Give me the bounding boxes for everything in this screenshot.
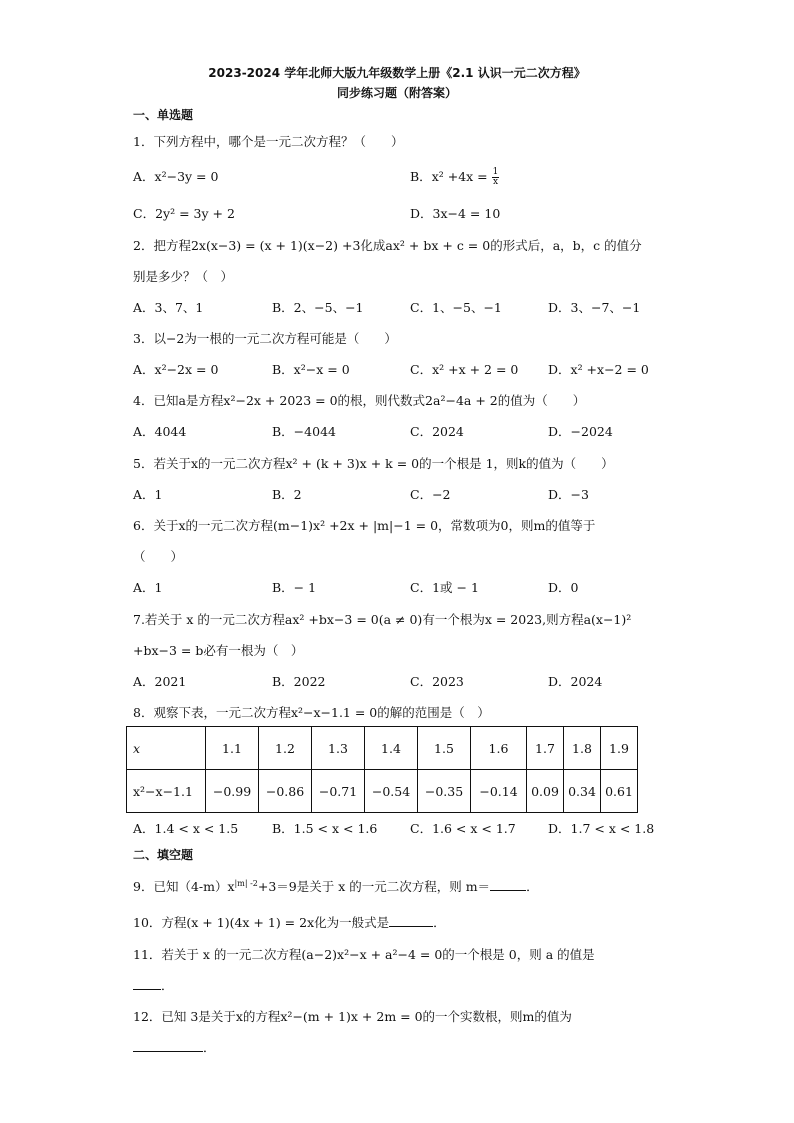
q8-option-b: B．1.5 < x < 1.6: [272, 821, 378, 836]
q3-option-a: A．x²−2x = 0: [133, 362, 219, 377]
q5-option-a: A．1: [133, 487, 163, 502]
q9-exponent: |m| -2: [234, 878, 258, 888]
table-cell: 1.9: [601, 727, 638, 770]
table-cell-row-label: x: [127, 727, 206, 770]
question-1-stem: 1．下列方程中，哪个是一元二次方程？（ ）: [133, 134, 404, 149]
q2-option-d: D．3、−7、−1: [548, 300, 641, 315]
table-cell: 0.34: [564, 770, 601, 813]
q1-option-b-label: B．: [410, 169, 432, 184]
q10-text-b: ．: [433, 915, 446, 930]
answer-blank-10[interactable]: [389, 914, 433, 927]
table-cell: 1.4: [365, 727, 418, 770]
table-cell: 1.5: [418, 727, 471, 770]
q3-option-d: D．x² +x−2 = 0: [548, 362, 649, 377]
fraction-numerator: 1: [492, 167, 499, 177]
fraction-denominator: x: [492, 177, 499, 187]
q3-option-c: C．x² +x + 2 = 0: [410, 362, 519, 377]
question-3-stem: 3．以−2为一根的一元二次方程可能是（ ）: [133, 331, 397, 346]
q1-option-b-fraction: [492, 168, 500, 187]
table-cell: 1.6: [471, 727, 527, 770]
section-heading-fill-in: 二、填空题: [133, 848, 194, 862]
q1-option-b: [410, 167, 499, 187]
q1-option-d-label: D．: [410, 206, 433, 221]
question-6-stem-line-2: （ ）: [133, 549, 184, 564]
q4-option-d: D．−2024: [548, 424, 613, 439]
q8-option-d: D．1.7 < x < 1.8: [548, 821, 655, 836]
q9-text-a: 9．已知（4-m）x: [133, 879, 235, 894]
q1-option-a-text: x²−3y = 0: [154, 169, 219, 184]
question-9-stem: [133, 877, 539, 895]
q1-option-c: [133, 204, 235, 222]
question-11-stem-line-2: [133, 976, 174, 994]
table-cell: −0.86: [259, 770, 312, 813]
table-cell: −0.71: [312, 770, 365, 813]
table-cell: 1.7: [527, 727, 564, 770]
q8-option-a: A．1.4 < x < 1.5: [133, 821, 239, 836]
q7-option-d: D．2024: [548, 674, 603, 689]
q1-option-d: [410, 204, 500, 222]
q9-text-c: ．: [526, 879, 539, 894]
table-cell: −0.35: [418, 770, 471, 813]
q5-option-d: D．−3: [548, 487, 589, 502]
q4-option-a: A．4044: [133, 424, 187, 439]
table-cell-row-label: x²−x−1.1: [127, 770, 206, 813]
q4-option-c: C．2024: [410, 424, 464, 439]
question-4-stem: 4．已知a是方程x²−2x + 2023 = 0的根，则代数式2a²−4a + 2的值为（ ）: [133, 393, 586, 408]
table-cell: −0.99: [206, 770, 259, 813]
question-8-stem: 8．观察下表，一元二次方程x²−x−1.1 = 0的解的范围是（ ）: [133, 705, 490, 720]
answer-blank-12[interactable]: [133, 1039, 203, 1052]
table-cell: 1.1: [206, 727, 259, 770]
q8-option-c: C．1.6 < x < 1.7: [410, 821, 516, 836]
q5-option-c: C．−2: [410, 487, 451, 502]
q7-option-a: A．2021: [133, 674, 187, 689]
table-cell: 1.3: [312, 727, 365, 770]
question-5-stem: 5．若关于x的一元二次方程x² + (k + 3)x + k = 0的一个根是 1，则k的值为（ ）: [133, 456, 614, 471]
table-cell: −0.54: [365, 770, 418, 813]
q6-option-a: A．1: [133, 580, 163, 595]
table-cell: 0.09: [527, 770, 564, 813]
section-heading-single-choice: 一、单选题: [133, 108, 194, 122]
q5-option-b: B．2: [272, 487, 302, 502]
q9-text-b: +3＝9是关于 x 的一元二次方程，则 m＝: [257, 879, 491, 894]
table-cell: 0.61: [601, 770, 638, 813]
q12-text-end: ．: [203, 1040, 216, 1055]
question-7-stem-line-2: +bx−3 = b必有一根为（ ）: [133, 643, 304, 658]
question-2-stem-line-1: 2．把方程2x(x−3) = (x + 1)(x−2) +3化成ax² + bx + c = 0的形式后，a，b，c 的值分: [133, 238, 642, 253]
title-line-1: 2023-2024 学年北师大版九年级数学上册《2.1 认识一元二次方程》: [208, 66, 586, 80]
answer-blank-11[interactable]: [133, 977, 161, 990]
q7-option-b: B．2022: [272, 674, 326, 689]
table-row: [127, 770, 638, 813]
answer-blank-9[interactable]: [490, 878, 526, 891]
question-2-stem-line-2: 别是多少？（ ）: [133, 269, 234, 284]
question-10-stem: [133, 913, 446, 931]
q1-option-c-text: 2y² = 3y + 2: [155, 206, 235, 221]
question-7-stem-line-1: 7.若关于 x 的一元二次方程ax² +bx−3 = 0(a ≠ 0)有一个根为x = 2023,则方程a(x−1)²: [133, 612, 632, 627]
q1-option-a-label: A．: [133, 169, 155, 184]
table-cell: 1.8: [564, 727, 601, 770]
q2-option-c: C．1、−5、−1: [410, 300, 502, 315]
q2-option-b: B．2、−5、−1: [272, 300, 364, 315]
q6-option-d: D．0: [548, 580, 579, 595]
q2-option-a: A．3、7、1: [133, 300, 204, 315]
values-table: [126, 726, 638, 813]
question-6-stem-line-1: 6．关于x的一元二次方程(m−1)x² +2x + |m|−1 = 0，常数项为0，则m的值等于: [133, 518, 596, 533]
q4-option-b: B．−4044: [272, 424, 336, 439]
q11-text-end: ．: [161, 978, 174, 993]
q6-option-c: C．1或 − 1: [410, 580, 479, 595]
title-line-2: 同步练习题（附答案）: [336, 86, 457, 100]
question-12-stem-line-1: 12．已知 3是关于x的方程x²−(m + 1)x + 2m = 0的一个实数根，则m的值为: [133, 1009, 572, 1024]
table-row: [127, 727, 638, 770]
table-cell: 1.2: [259, 727, 312, 770]
q7-option-c: C．2023: [410, 674, 464, 689]
q6-option-b: B．− 1: [272, 580, 317, 595]
q1-option-a: [133, 167, 218, 185]
q1-option-c-label: C．: [133, 206, 156, 221]
q3-option-b: B．x²−x = 0: [272, 362, 350, 377]
question-12-stem-line-2: [133, 1038, 216, 1056]
q1-option-d-text: 3x−4 = 10: [432, 206, 501, 221]
table-cell: −0.14: [471, 770, 527, 813]
question-11-stem-line-1: 11．若关于 x 的一元二次方程(a−2)x²−x + a²−4 = 0的一个根是 0，则 a 的值是: [133, 947, 595, 962]
q1-option-b-text: x² +4x =: [431, 169, 492, 184]
q10-text-a: 10．方程(x + 1)(4x + 1) = 2x化为一般式是: [133, 915, 390, 930]
